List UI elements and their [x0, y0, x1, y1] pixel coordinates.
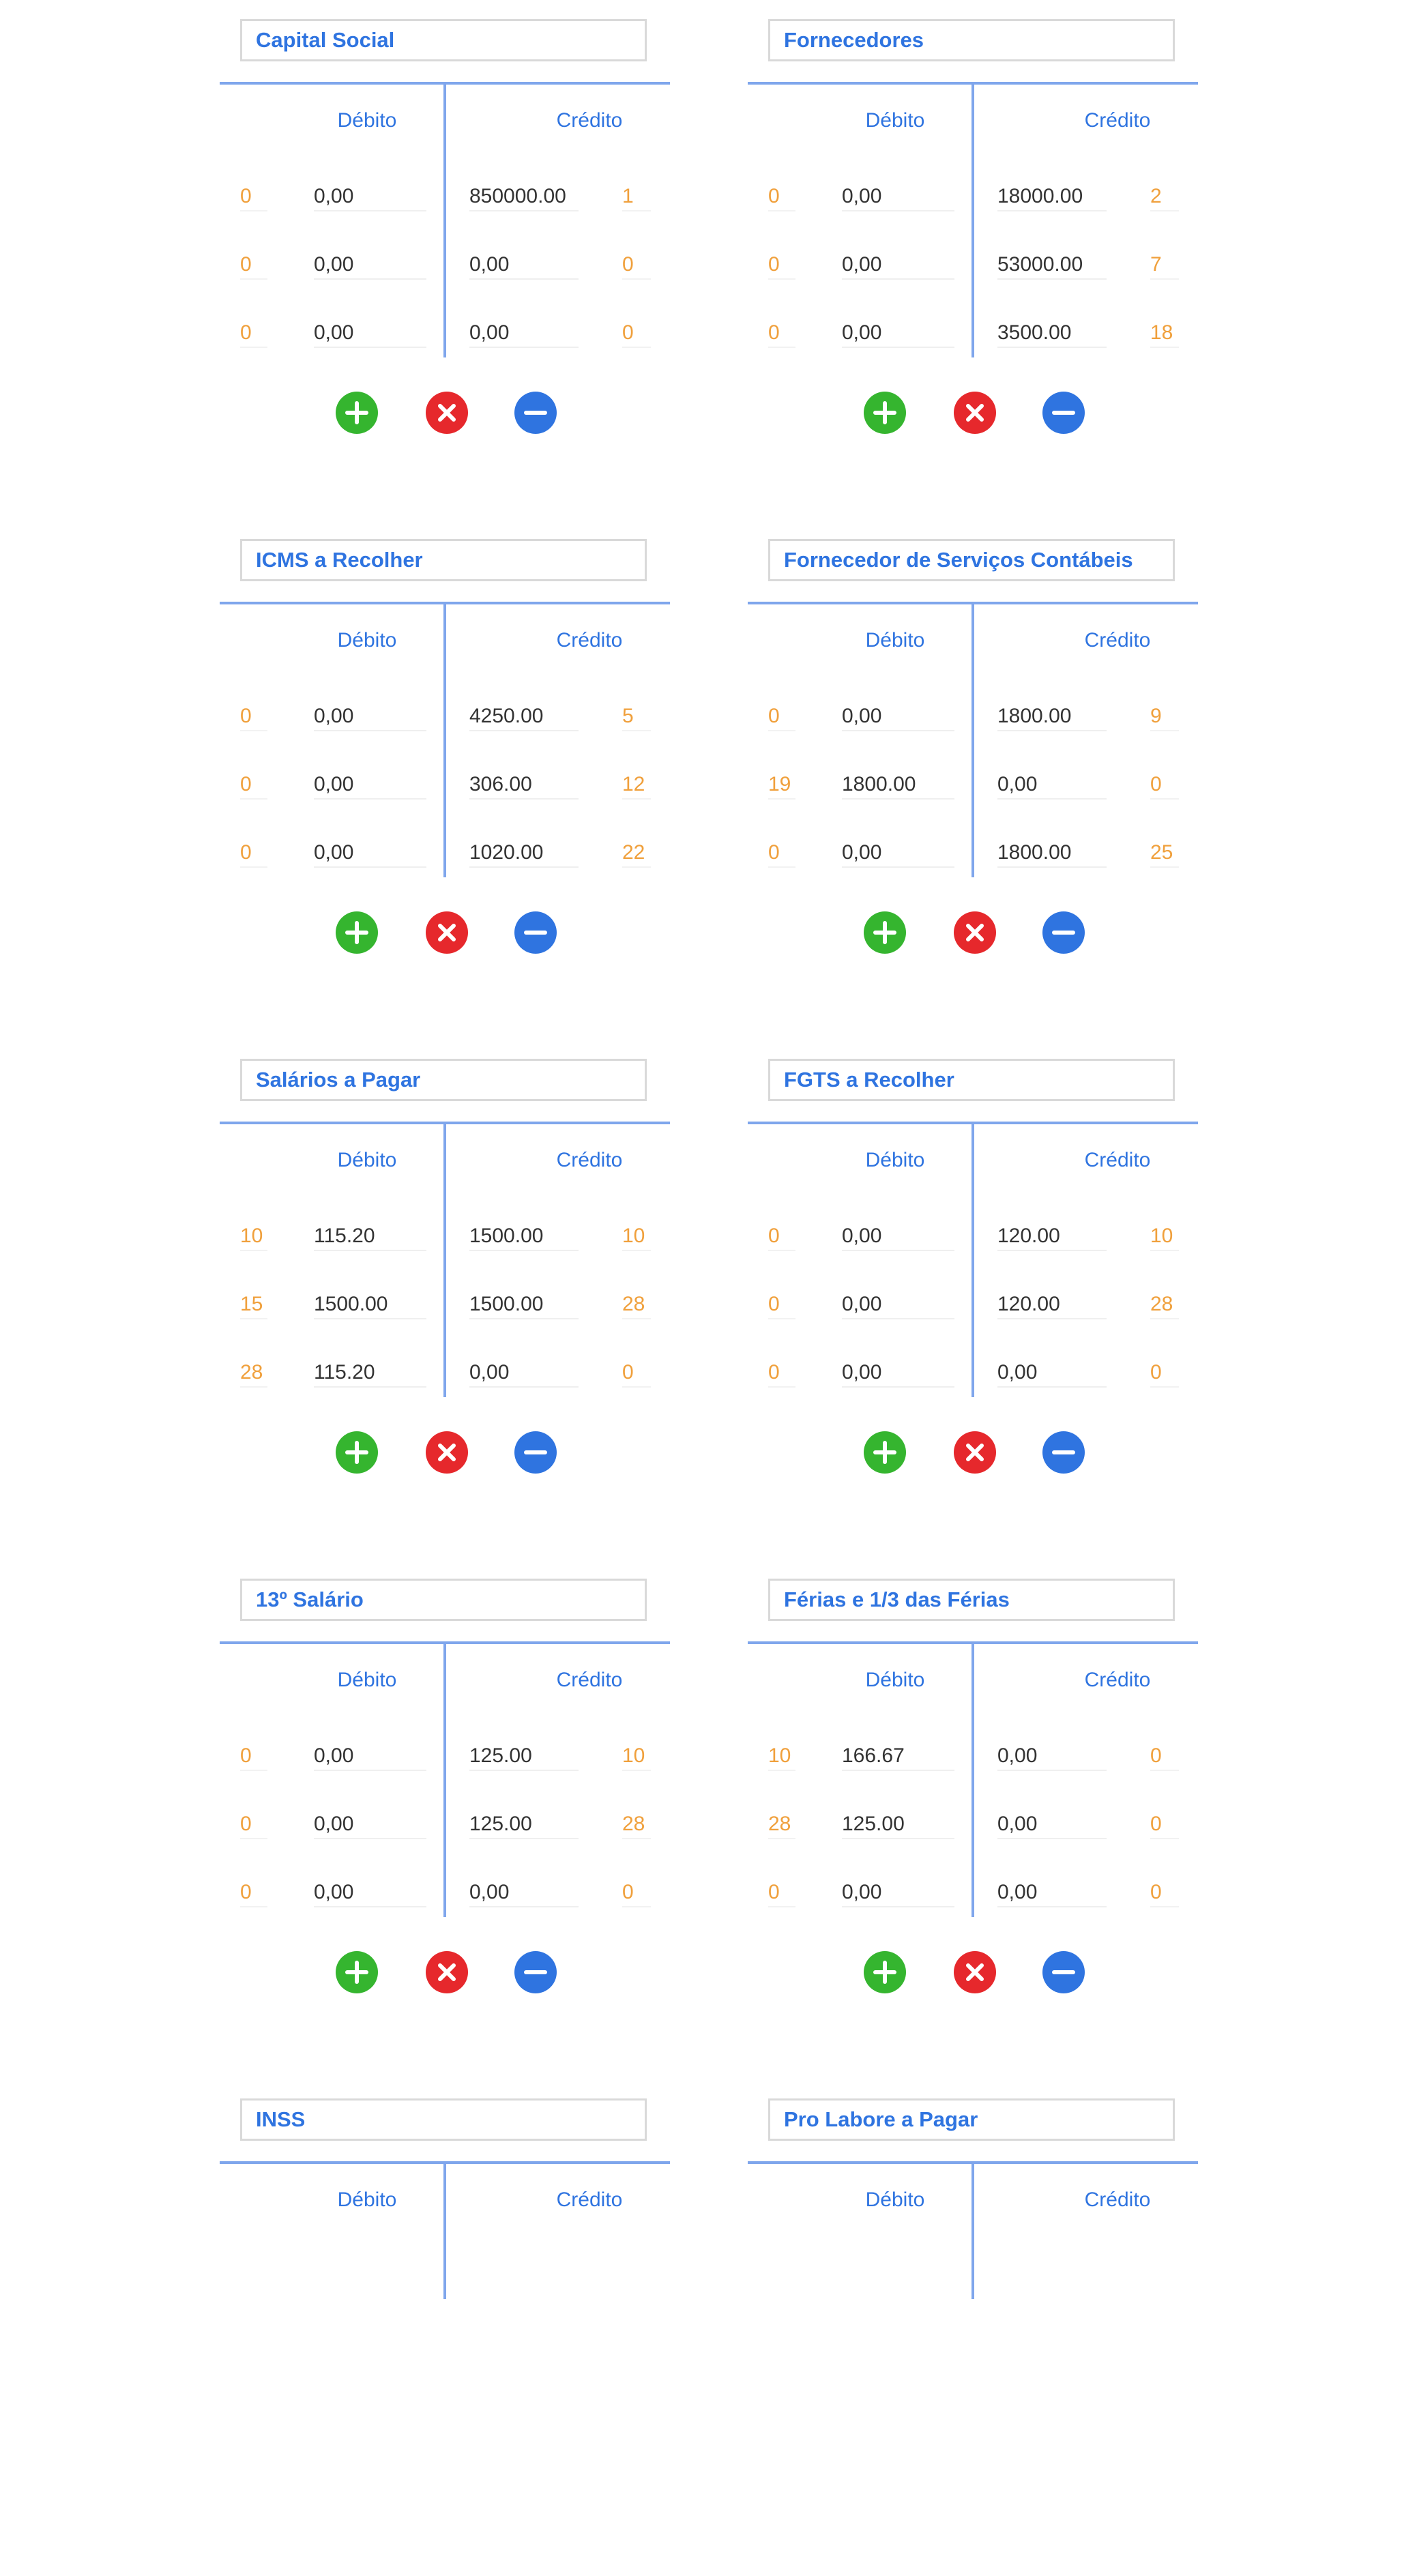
credit-header: Crédito: [1084, 109, 1151, 132]
add-row-button[interactable]: [336, 1431, 378, 1474]
credit-reference[interactable]: 10: [1150, 1223, 1179, 1251]
debit-header: Débito: [337, 1149, 397, 1171]
credit-amount-input[interactable]: 53000.00: [997, 251, 1107, 280]
debit-amount-input[interactable]: 115.20: [314, 1223, 426, 1251]
entry-row: [220, 1869, 670, 1913]
debit-header: Débito: [865, 109, 925, 132]
debit-reference[interactable]: 0: [768, 1359, 795, 1388]
entry-row: [220, 1281, 670, 1325]
entry-row: [748, 1213, 1198, 1257]
credit-amount-input[interactable]: 120.00: [997, 1223, 1107, 1251]
credit-header: Crédito: [1084, 2189, 1151, 2211]
add-row-button[interactable]: [864, 1951, 906, 1993]
account-actions: [864, 1431, 1089, 1475]
credit-reference[interactable]: 0: [622, 1879, 651, 1907]
debit-amount-input[interactable]: 0,00: [314, 183, 426, 211]
plus-circle-icon: [336, 911, 378, 954]
account-title-input[interactable]: INSS: [240, 2098, 647, 2141]
x-circle-icon: [954, 1431, 996, 1474]
debit-reference[interactable]: 0: [240, 251, 267, 280]
debit-reference[interactable]: 0: [768, 839, 795, 868]
credit-reference[interactable]: 7: [1150, 251, 1179, 280]
credit-amount-input[interactable]: 306.00: [469, 771, 579, 800]
debit-reference[interactable]: 0: [240, 703, 267, 731]
delete-account-button[interactable]: [954, 392, 996, 434]
minus-circle-icon: [1042, 392, 1085, 434]
account-actions: [336, 1951, 561, 1995]
credit-amount-input[interactable]: 0,00: [469, 1359, 579, 1388]
credit-amount-input[interactable]: 0,00: [469, 1879, 579, 1907]
debit-amount-input[interactable]: 0,00: [314, 771, 426, 800]
add-row-button[interactable]: [336, 911, 378, 954]
debit-reference[interactable]: 10: [240, 1223, 267, 1251]
plus-circle-icon: [864, 392, 906, 434]
debit-reference[interactable]: 10: [768, 1742, 795, 1771]
credit-header: Crédito: [1084, 1149, 1151, 1171]
debit-reference[interactable]: 28: [768, 1811, 795, 1839]
t-account-divider: [972, 2163, 974, 2299]
debit-reference[interactable]: 28: [240, 1359, 267, 1388]
credit-header: Crédito: [556, 1149, 623, 1171]
plus-circle-icon: [336, 1431, 378, 1474]
credit-header: Crédito: [556, 2189, 623, 2211]
credit-amount-input[interactable]: 0,00: [997, 1879, 1107, 1907]
debit-amount-input[interactable]: 0,00: [314, 251, 426, 280]
delete-account-button[interactable]: [954, 1951, 996, 1993]
minus-circle-icon: [514, 392, 557, 434]
account-title-input[interactable]: Pro Labore a Pagar: [768, 2098, 1175, 2141]
entry-row: [220, 1801, 670, 1845]
credit-amount-input[interactable]: 1020.00: [469, 839, 579, 868]
debit-header: Débito: [337, 2189, 397, 2211]
debit-reference[interactable]: 19: [768, 771, 795, 800]
account-card: [748, 1579, 1198, 2056]
delete-account-button[interactable]: [426, 1431, 468, 1474]
credit-amount-input[interactable]: 0,00: [997, 771, 1107, 800]
credit-header: Crédito: [556, 1669, 623, 1691]
credit-header: Crédito: [1084, 1669, 1151, 1691]
account-card: [220, 2098, 670, 2576]
debit-amount-input[interactable]: 0,00: [314, 839, 426, 868]
remove-row-button[interactable]: [1042, 1431, 1085, 1474]
remove-row-button[interactable]: [1042, 392, 1085, 434]
credit-reference[interactable]: 22: [622, 839, 651, 868]
debit-reference[interactable]: 0: [240, 1879, 267, 1907]
entry-row: [748, 1869, 1198, 1913]
entry-row: [748, 1349, 1198, 1393]
debit-reference[interactable]: 0: [240, 1742, 267, 1771]
x-circle-icon: [954, 392, 996, 434]
entry-row: [748, 173, 1198, 217]
credit-reference[interactable]: 28: [622, 1811, 651, 1839]
debit-reference[interactable]: 0: [240, 1811, 267, 1839]
entry-row: [220, 173, 670, 217]
debit-reference[interactable]: 0: [768, 703, 795, 731]
debit-amount-input[interactable]: 0,00: [842, 183, 954, 211]
x-circle-icon: [426, 392, 468, 434]
account-actions: [864, 1951, 1089, 1995]
entry-row: [748, 1801, 1198, 1845]
credit-reference[interactable]: 0: [622, 319, 651, 348]
debit-header: Débito: [865, 629, 925, 652]
credit-reference[interactable]: 5: [622, 703, 651, 731]
delete-account-button[interactable]: [426, 1951, 468, 1993]
entry-row: [220, 1733, 670, 1776]
entry-row: [220, 241, 670, 285]
credit-reference[interactable]: 10: [622, 1223, 651, 1251]
account-actions: [864, 911, 1089, 955]
debit-amount-input[interactable]: 0,00: [314, 1811, 426, 1839]
debit-reference[interactable]: 0: [768, 183, 795, 211]
credit-amount-input[interactable]: 3500.00: [997, 319, 1107, 348]
x-circle-icon: [426, 1431, 468, 1474]
credit-reference[interactable]: 9: [1150, 703, 1179, 731]
debit-amount-input[interactable]: 0,00: [842, 319, 954, 348]
credit-header: Crédito: [556, 109, 623, 132]
account-title-input[interactable]: Capital Social: [240, 19, 647, 61]
entry-row: [220, 830, 670, 873]
credit-header: Crédito: [556, 629, 623, 652]
debit-header: Débito: [337, 629, 397, 652]
debit-reference[interactable]: 0: [768, 319, 795, 348]
credit-reference[interactable]: 25: [1150, 839, 1179, 868]
credit-amount-input[interactable]: 1500.00: [469, 1223, 579, 1251]
debit-reference[interactable]: 0: [240, 183, 267, 211]
debit-header: Débito: [865, 1669, 925, 1691]
credit-reference[interactable]: 18: [1150, 319, 1179, 348]
plus-circle-icon: [336, 1951, 378, 1993]
credit-reference[interactable]: 0: [1150, 1742, 1179, 1771]
account-card: [220, 1059, 670, 1536]
account-title-input[interactable]: Fornecedores: [768, 19, 1175, 61]
credit-reference[interactable]: 0: [1150, 1879, 1179, 1907]
delete-account-button[interactable]: [954, 1431, 996, 1474]
plus-circle-icon: [336, 392, 378, 434]
account-title-input[interactable]: FGTS a Recolher: [768, 1059, 1175, 1101]
credit-amount-input[interactable]: 1800.00: [997, 839, 1107, 868]
debit-reference[interactable]: 0: [240, 771, 267, 800]
remove-row-button[interactable]: [514, 392, 557, 434]
credit-amount-input[interactable]: 120.00: [997, 1291, 1107, 1319]
credit-reference[interactable]: 12: [622, 771, 651, 800]
credit-amount-input[interactable]: 1500.00: [469, 1291, 579, 1319]
x-circle-icon: [954, 911, 996, 954]
credit-header: Crédito: [1084, 629, 1151, 652]
entry-row: [220, 310, 670, 353]
credit-amount-input[interactable]: 1800.00: [997, 703, 1107, 731]
entry-row: [748, 1281, 1198, 1325]
debit-amount-input[interactable]: 1800.00: [842, 771, 954, 800]
debit-header: Débito: [865, 1149, 925, 1171]
debit-reference[interactable]: 0: [768, 1223, 795, 1251]
plus-circle-icon: [864, 1431, 906, 1474]
x-circle-icon: [954, 1951, 996, 1993]
account-card: [220, 19, 670, 497]
entry-row: [748, 761, 1198, 805]
add-row-button[interactable]: [864, 911, 906, 954]
entry-row: [748, 241, 1198, 285]
entry-row: [220, 693, 670, 737]
debit-reference[interactable]: 0: [768, 251, 795, 280]
credit-reference[interactable]: 0: [1150, 771, 1179, 800]
entry-row: [220, 761, 670, 805]
account-title-input[interactable]: ICMS a Recolher: [240, 539, 647, 581]
debit-amount-input[interactable]: 125.00: [842, 1811, 954, 1839]
credit-reference[interactable]: 0: [1150, 1359, 1179, 1388]
credit-reference[interactable]: 28: [1150, 1291, 1179, 1319]
debit-amount-input[interactable]: 0,00: [842, 1291, 954, 1319]
minus-circle-icon: [1042, 1951, 1085, 1993]
debit-header: Débito: [337, 109, 397, 132]
credit-reference[interactable]: 10: [622, 1742, 651, 1771]
credit-amount-input[interactable]: 0,00: [469, 319, 579, 348]
debit-reference[interactable]: 0: [240, 319, 267, 348]
entry-row: [748, 310, 1198, 353]
account-card: [220, 539, 670, 1016]
debit-reference[interactable]: 0: [768, 1879, 795, 1907]
t-account-divider: [443, 2163, 446, 2299]
credit-reference[interactable]: 1: [622, 183, 651, 211]
debit-amount-input[interactable]: 0,00: [842, 839, 954, 868]
add-row-button[interactable]: [864, 392, 906, 434]
credit-amount-input[interactable]: 125.00: [469, 1742, 579, 1771]
remove-row-button[interactable]: [1042, 1951, 1085, 1993]
debit-amount-input[interactable]: 0,00: [842, 1223, 954, 1251]
entry-row: [220, 1213, 670, 1257]
entry-row: [748, 1733, 1198, 1776]
minus-circle-icon: [514, 1951, 557, 1993]
credit-reference[interactable]: 0: [1150, 1811, 1179, 1839]
entry-row: [748, 693, 1198, 737]
debit-amount-input[interactable]: 1500.00: [314, 1291, 426, 1319]
account-card: [748, 539, 1198, 1016]
account-title-input[interactable]: Salários a Pagar: [240, 1059, 647, 1101]
debit-amount-input[interactable]: 166.67: [842, 1742, 954, 1771]
account-actions: [336, 392, 561, 435]
account-card: [748, 2098, 1198, 2576]
x-circle-icon: [426, 911, 468, 954]
remove-row-button[interactable]: [514, 1431, 557, 1474]
entry-row: [220, 1349, 670, 1393]
debit-amount-input[interactable]: 0,00: [842, 1359, 954, 1388]
debit-header: Débito: [337, 1669, 397, 1691]
debit-amount-input[interactable]: 0,00: [842, 703, 954, 731]
debit-amount-input[interactable]: 0,00: [314, 1742, 426, 1771]
credit-amount-input[interactable]: 0,00: [997, 1742, 1107, 1771]
debit-header: Débito: [865, 2189, 925, 2211]
delete-account-button[interactable]: [954, 911, 996, 954]
credit-amount-input[interactable]: 0,00: [997, 1811, 1107, 1839]
credit-amount-input[interactable]: 18000.00: [997, 183, 1107, 211]
delete-account-button[interactable]: [426, 392, 468, 434]
delete-account-button[interactable]: [426, 911, 468, 954]
credit-amount-input[interactable]: 850000.00: [469, 183, 579, 211]
debit-reference[interactable]: 0: [240, 839, 267, 868]
debit-amount-input[interactable]: 0,00: [314, 319, 426, 348]
account-card: [748, 19, 1198, 497]
credit-amount-input[interactable]: 0,00: [997, 1359, 1107, 1388]
debit-amount-input[interactable]: 115.20: [314, 1359, 426, 1388]
credit-amount-input[interactable]: 125.00: [469, 1811, 579, 1839]
credit-reference[interactable]: 0: [622, 1359, 651, 1388]
credit-reference[interactable]: 2: [1150, 183, 1179, 211]
credit-amount-input[interactable]: 0,00: [469, 251, 579, 280]
credit-amount-input[interactable]: 4250.00: [469, 703, 579, 731]
debit-amount-input[interactable]: 0,00: [314, 1879, 426, 1907]
account-title-input[interactable]: 13º Salário: [240, 1579, 647, 1621]
x-circle-icon: [426, 1951, 468, 1993]
account-actions: [336, 1431, 561, 1475]
debit-amount-input[interactable]: 0,00: [842, 251, 954, 280]
debit-amount-input[interactable]: 0,00: [842, 1879, 954, 1907]
minus-circle-icon: [1042, 1431, 1085, 1474]
remove-row-button[interactable]: [1042, 911, 1085, 954]
debit-reference[interactable]: 0: [768, 1291, 795, 1319]
account-actions: [864, 392, 1089, 435]
minus-circle-icon: [514, 911, 557, 954]
add-row-button[interactable]: [336, 1951, 378, 1993]
entry-row: [748, 830, 1198, 873]
debit-amount-input[interactable]: 0,00: [314, 703, 426, 731]
add-row-button[interactable]: [864, 1431, 906, 1474]
account-card: [220, 1579, 670, 2056]
credit-reference[interactable]: 0: [622, 251, 651, 280]
debit-reference[interactable]: 15: [240, 1291, 267, 1319]
credit-reference[interactable]: 28: [622, 1291, 651, 1319]
account-card: [748, 1059, 1198, 1536]
account-title-input[interactable]: Férias e 1/3 das Férias: [768, 1579, 1175, 1621]
plus-circle-icon: [864, 1951, 906, 1993]
add-row-button[interactable]: [336, 392, 378, 434]
remove-row-button[interactable]: [514, 911, 557, 954]
plus-circle-icon: [864, 911, 906, 954]
account-title-input[interactable]: Fornecedor de Serviços Contábeis: [768, 539, 1175, 581]
remove-row-button[interactable]: [514, 1951, 557, 1993]
account-actions: [336, 911, 561, 955]
minus-circle-icon: [1042, 911, 1085, 954]
minus-circle-icon: [514, 1431, 557, 1474]
